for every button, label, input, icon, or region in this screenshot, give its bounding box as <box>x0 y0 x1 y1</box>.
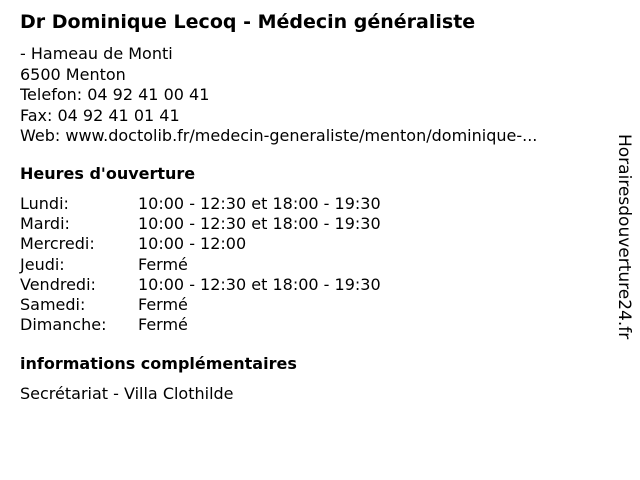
hours-row-friday <box>20 275 381 295</box>
street-line: - Hameau de Monti <box>20 44 173 63</box>
hours-row-monday <box>20 194 381 214</box>
city-line: 6500 Menton <box>20 64 126 84</box>
hours-row-wednesday <box>20 234 381 254</box>
time-value: 10:00 - 12:30 et 18:00 - 19:30 <box>138 274 381 294</box>
day-label: Jeudi: <box>20 254 65 274</box>
time-value: Fermé <box>138 254 188 274</box>
site-watermark: Horairesdouverture24.fr <box>614 134 634 340</box>
time-value: 10:00 - 12:00 <box>138 234 247 254</box>
time-value: Fermé <box>138 315 188 335</box>
fax-line: Fax: 04 92 41 01 41 <box>20 105 180 125</box>
hours-row-saturday <box>20 295 381 315</box>
day-label: Dimanche: <box>20 315 107 335</box>
hours-row-thursday <box>20 255 381 275</box>
web-line[interactable]: Web: www.doctolib.fr/medecin-generaliste/menton/dominique-... <box>20 126 538 145</box>
opening-hours-table <box>20 194 381 335</box>
hours-row-tuesday <box>20 214 381 234</box>
additional-info-text: Secrétariat - Villa Clothilde <box>20 384 234 403</box>
time-value: 10:00 - 12:30 et 18:00 - 19:30 <box>138 214 381 234</box>
day-label: Lundi: <box>20 194 69 213</box>
time-value: 10:00 - 12:30 et 18:00 - 19:30 <box>138 194 381 213</box>
additional-info-heading: informations complémentaires <box>20 354 297 373</box>
hours-row-sunday <box>20 315 381 335</box>
day-label: Mercredi: <box>20 234 95 254</box>
opening-hours-heading: Heures d'ouverture <box>20 164 196 183</box>
page-title: Dr Dominique Lecoq - Médecin généraliste <box>20 11 476 33</box>
day-label: Mardi: <box>20 214 70 234</box>
address-block <box>20 44 600 147</box>
phone-line[interactable]: Telefon: 04 92 41 00 41 <box>20 85 210 104</box>
day-label: Vendredi: <box>20 274 96 294</box>
time-value: Fermé <box>138 295 188 315</box>
day-label: Samedi: <box>20 295 86 315</box>
